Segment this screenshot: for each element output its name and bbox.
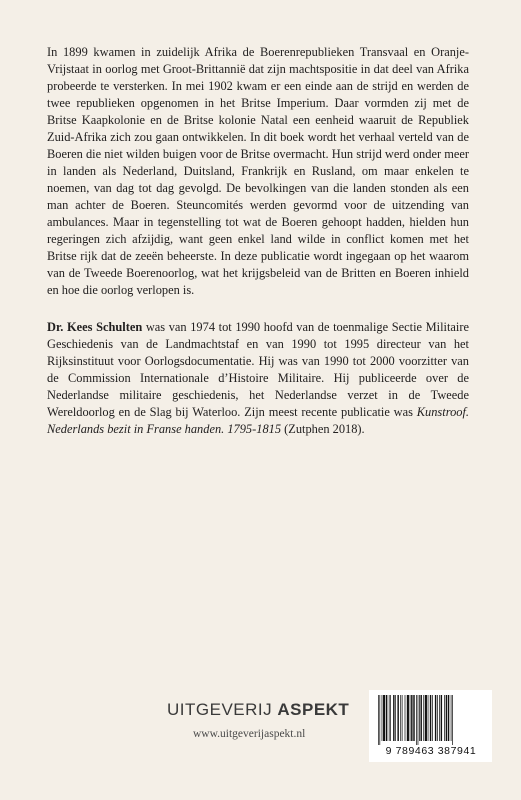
barcode-bar bbox=[379, 695, 380, 745]
barcode-bar bbox=[432, 695, 433, 741]
author-bio-paragraph bbox=[47, 319, 469, 438]
publisher-logo bbox=[167, 700, 349, 720]
author-name: Dr. Kees Schulten bbox=[47, 320, 143, 334]
barcode-bar bbox=[378, 695, 379, 745]
barcode-bar bbox=[437, 695, 438, 741]
barcode-bar bbox=[452, 695, 453, 745]
barcode-bar bbox=[444, 695, 445, 741]
barcode-bar bbox=[420, 695, 421, 741]
recent-publication-title: Kunstroof. Nederlands bezit in Franse handen. 1795-1815 bbox=[47, 405, 469, 436]
barcode-bar bbox=[423, 695, 424, 741]
synopsis-paragraph: In 1899 kwamen in zuidelijk Afrika de Boerenrepublieken Transvaal en Oranje-Vrijstaat in oorlog met Groot-Brittannië dat zijn machtspositie in dat deel van Afrika probeerde te versterken. In mei 1902 kwam er een einde aan de strijd en werden de twee republieken opgenomen in het Britse Imperium. Daar vormden zij met de Britse Kaapkolonie en de Britse kolonie Natal een eenheid waaruit de Republiek Zuid-Afrika zich zou gaan ontwikkelen. In dit boek wordt het verhaal verteld van de Boeren die niet wilden buigen voor de Britse overmacht. Hun strijd werd onder meer in landen als Nederland, Duitsland, Frankrijk en Rusland, om maar enkelen te noemen, van dag tot dag gevolgd. De bevolkingen van die landen stonden als een man achter de Boeren. Steuncomités werden gevormd voor de uitzending van ambulances. Maar in tegenstelling tot wat de Boeren gehoopt hadden, hielden hun regeringen zich afzijdig, want geen enkel land wilde in conflict komen met het Britse rijk dat de zeeën beheerste. In deze publicatie wordt ingegaan op het waarom van de Tweede Boerenoorlog, wat het krijgsbeleid van de Britten en Boeren inhield en hoe die oorlog verlopen is. bbox=[47, 45, 469, 297]
barcode-bar bbox=[451, 695, 452, 741]
barcode-bar bbox=[413, 695, 414, 741]
barcode-bar bbox=[393, 695, 394, 741]
barcode-bar bbox=[395, 695, 396, 741]
barcode-bar bbox=[448, 695, 449, 741]
barcode-bar bbox=[405, 695, 406, 741]
barcode-bar bbox=[428, 695, 429, 741]
barcode-bar bbox=[389, 695, 390, 741]
barcode-bar bbox=[411, 695, 412, 741]
barcode-bar bbox=[446, 695, 447, 741]
barcode-bar bbox=[418, 695, 419, 745]
barcode-bar bbox=[416, 695, 417, 745]
author-bio: was van 1974 tot 1990 hoofd van de toenmalige Sectie Militaire Geschiedenis van de Landmachtstaf en van 1990 tot 1995 directeur van het Rijksinstituut voor Oorlogsdocumentatie. Hij was van 1990 tot 2000 voorzitter van de Commission Internationale d’Histoire Militaire. Hij publiceerde over de Nederlandse militaire geschiedenis, het Nederlandse verzet in de Tweede Wereldoorlog en de Slag bij Waterloo. Zijn meest recente publicatie was bbox=[47, 320, 469, 419]
isbn-number: 9 789463 387941 bbox=[385, 745, 477, 757]
barcode-bars bbox=[375, 695, 486, 745]
barcode-bar bbox=[383, 695, 385, 741]
publisher-website: www.uitgeverijaspekt.nl bbox=[193, 728, 306, 740]
barcode-bar bbox=[430, 695, 431, 741]
isbn-barcode bbox=[369, 690, 492, 762]
barcode-bar bbox=[439, 695, 440, 741]
blurb-text bbox=[47, 44, 469, 438]
barcode-bar bbox=[425, 695, 427, 741]
barcode-bar bbox=[410, 695, 411, 741]
barcode-bar bbox=[435, 695, 436, 741]
barcode-bar bbox=[400, 695, 401, 741]
recent-publication-info: (Zutphen 2018). bbox=[281, 422, 365, 436]
barcode-bar bbox=[390, 695, 391, 741]
barcode-bar bbox=[386, 695, 387, 741]
publisher-name-light: UITGEVERIJ bbox=[167, 700, 278, 719]
barcode-bar bbox=[419, 695, 420, 741]
publisher-name-bold: ASPEKT bbox=[277, 700, 350, 719]
barcode-bar bbox=[397, 695, 398, 741]
barcode-bar bbox=[407, 695, 409, 741]
barcode-bar bbox=[382, 695, 383, 741]
barcode-bar bbox=[441, 695, 442, 741]
barcode-bar bbox=[402, 695, 403, 741]
